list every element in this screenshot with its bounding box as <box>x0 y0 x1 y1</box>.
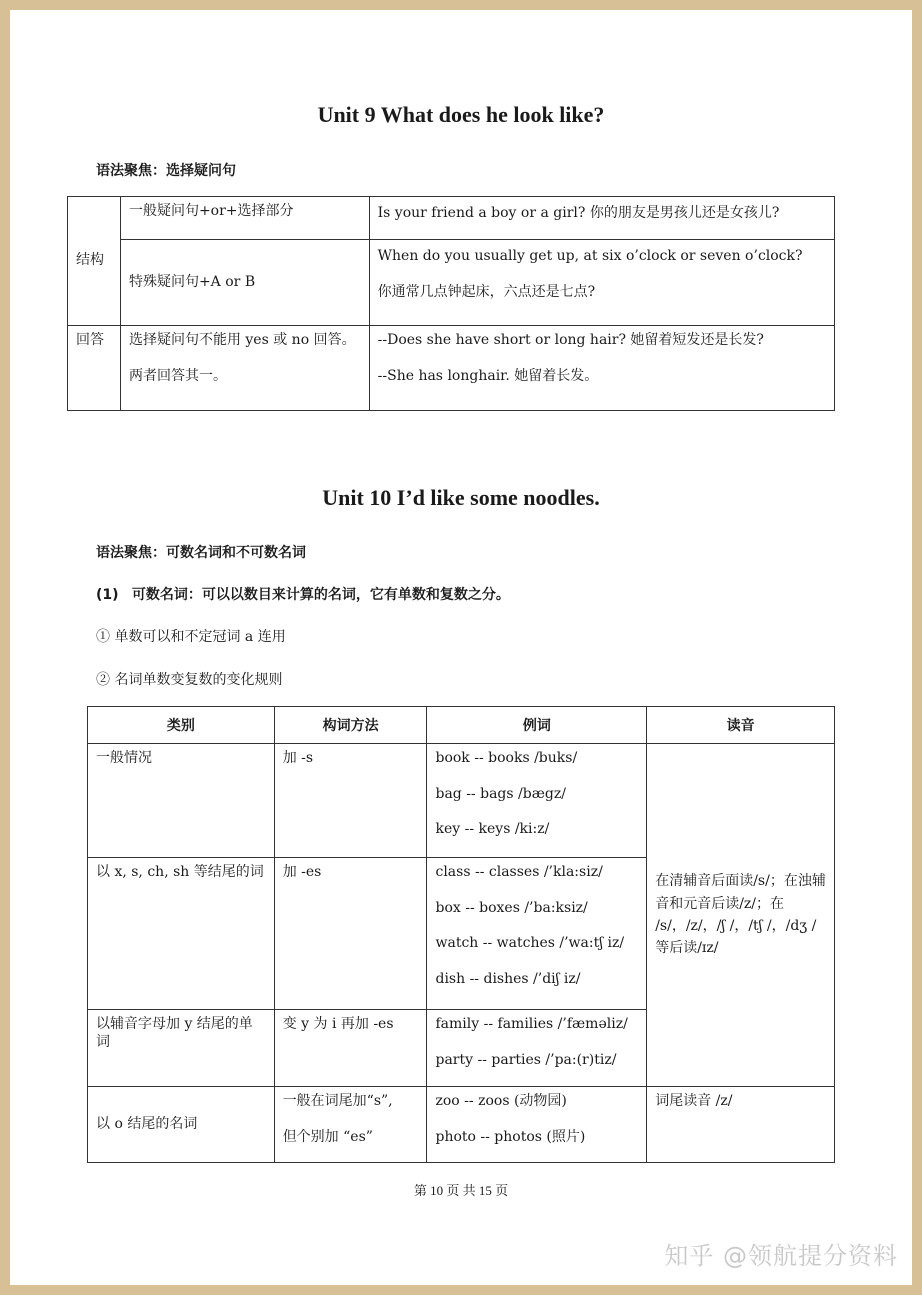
method-text: 一般在词尾加“s”, <box>282 1093 393 1109</box>
example-word: family -- families /’fæməliz/ <box>435 1016 628 1032</box>
header-examples: 例词 <box>427 707 647 744</box>
table-cell <box>120 326 369 411</box>
unit9-title: Unit 9 What does he look like? <box>317 102 605 127</box>
pronunciation-merged-cell <box>647 744 835 1087</box>
example-word: class -- classes /’kla:siz/ <box>435 864 603 880</box>
table-cell <box>369 326 834 411</box>
point-1-text: 可数名词：可以以数目来计算的名词，它有单数和复数之分。 <box>131 587 510 603</box>
page-footer: 第 10 页 共 15 页 <box>413 1183 509 1198</box>
method-text: 加 -s <box>282 750 314 766</box>
structure-label: 结构 <box>76 252 104 269</box>
method-text: 但个别加 “es” <box>282 1128 373 1145</box>
table-cell <box>369 197 834 240</box>
document-page <box>10 10 912 1285</box>
answer-rule-1: 选择疑问句不能用 yes 或 no 回答。 <box>128 332 356 348</box>
table-cell <box>120 197 369 240</box>
form-text: 特殊疑问句+A or B <box>128 273 256 290</box>
category-text: 以 x, s, ch, sh 等结尾的词 <box>96 864 264 880</box>
point-1-number: (1) <box>96 587 119 603</box>
example-word: dish -- dishes /’diʃ iz/ <box>435 970 581 987</box>
example-word: zoo -- zoos (动物园) <box>435 1093 567 1109</box>
answer-example-2: --She has longhair. 她留着长发。 <box>377 367 599 384</box>
method-text: 加 -es <box>282 864 322 880</box>
example-word: box -- boxes /’ba:ksiz/ <box>435 899 588 916</box>
answer-label: 回答 <box>76 332 104 348</box>
sub-point-1: ① 单数可以和不定冠词 a 连用 <box>96 629 286 645</box>
unit9-grammar-focus: 语法聚焦：选择疑问句 <box>96 163 236 179</box>
table-row <box>88 744 835 858</box>
answer-rule-2: 两者回答其一。 <box>128 367 227 384</box>
header-method: 构词方法 <box>274 707 427 744</box>
example-word: party -- parties /’pa:(r)tiz/ <box>435 1051 617 1068</box>
plural-rules-table <box>87 706 835 1163</box>
category-text: 一般情况 <box>96 750 152 766</box>
sub-point-2: ② 名词单数变复数的变化规则 <box>96 672 283 688</box>
method-text: 变 y 为 i 再加 -es <box>282 1016 394 1032</box>
example-word: bag -- bags /bægz/ <box>435 785 566 802</box>
answer-label-cell <box>68 326 121 411</box>
example-word: key -- keys /ki:z/ <box>435 821 550 837</box>
table-row <box>88 1087 835 1163</box>
example-text-cn: 你通常几点钟起床，六点还是七点? <box>377 283 596 300</box>
unit9-table <box>67 196 835 411</box>
example-text-en: When do you usually get up, at six o’clock or seven o’clock? <box>377 248 803 264</box>
pronunciation-text: 在清辅音后面读/s/；在浊辅音和元音后读/z/；在 /s/，/z/，/ʃ /，/tʃ /，/dʒ / 等后读/ɪz/ <box>655 873 826 957</box>
example-word: watch -- watches /’wa:tʃ iz/ <box>435 935 625 951</box>
category-text: 以辅音字母加 y 结尾的单词 <box>96 1016 253 1050</box>
unit10-title: Unit 10 I’d like some noodles. <box>322 485 600 510</box>
zhihu-watermark: 知乎 @领航提分资料 <box>664 1242 898 1270</box>
point-1 <box>96 584 510 604</box>
answer-example-1: --Does she have short or long hair? 她留着短发还是长发? <box>377 332 764 348</box>
example-word: photo -- photos (照片) <box>435 1128 586 1145</box>
table-cell <box>120 240 369 326</box>
category-text: 以 o 结尾的名词 <box>96 1115 198 1132</box>
form-text: 一般疑问句+or+选择部分 <box>128 203 294 219</box>
unit10-grammar-focus: 语法聚焦：可数名词和不可数名词 <box>96 545 306 561</box>
structure-label-cell <box>68 197 121 326</box>
header-pronunciation: 读音 <box>647 707 835 744</box>
pronunciation-text: 词尾读音 /z/ <box>655 1093 733 1109</box>
table-cell <box>369 240 834 326</box>
example-word: book -- books /buks/ <box>435 750 578 766</box>
example-text: Is your friend a boy or a girl? 你的朋友是男孩儿还是女孩儿? <box>377 205 780 221</box>
header-category: 类别 <box>88 707 275 744</box>
